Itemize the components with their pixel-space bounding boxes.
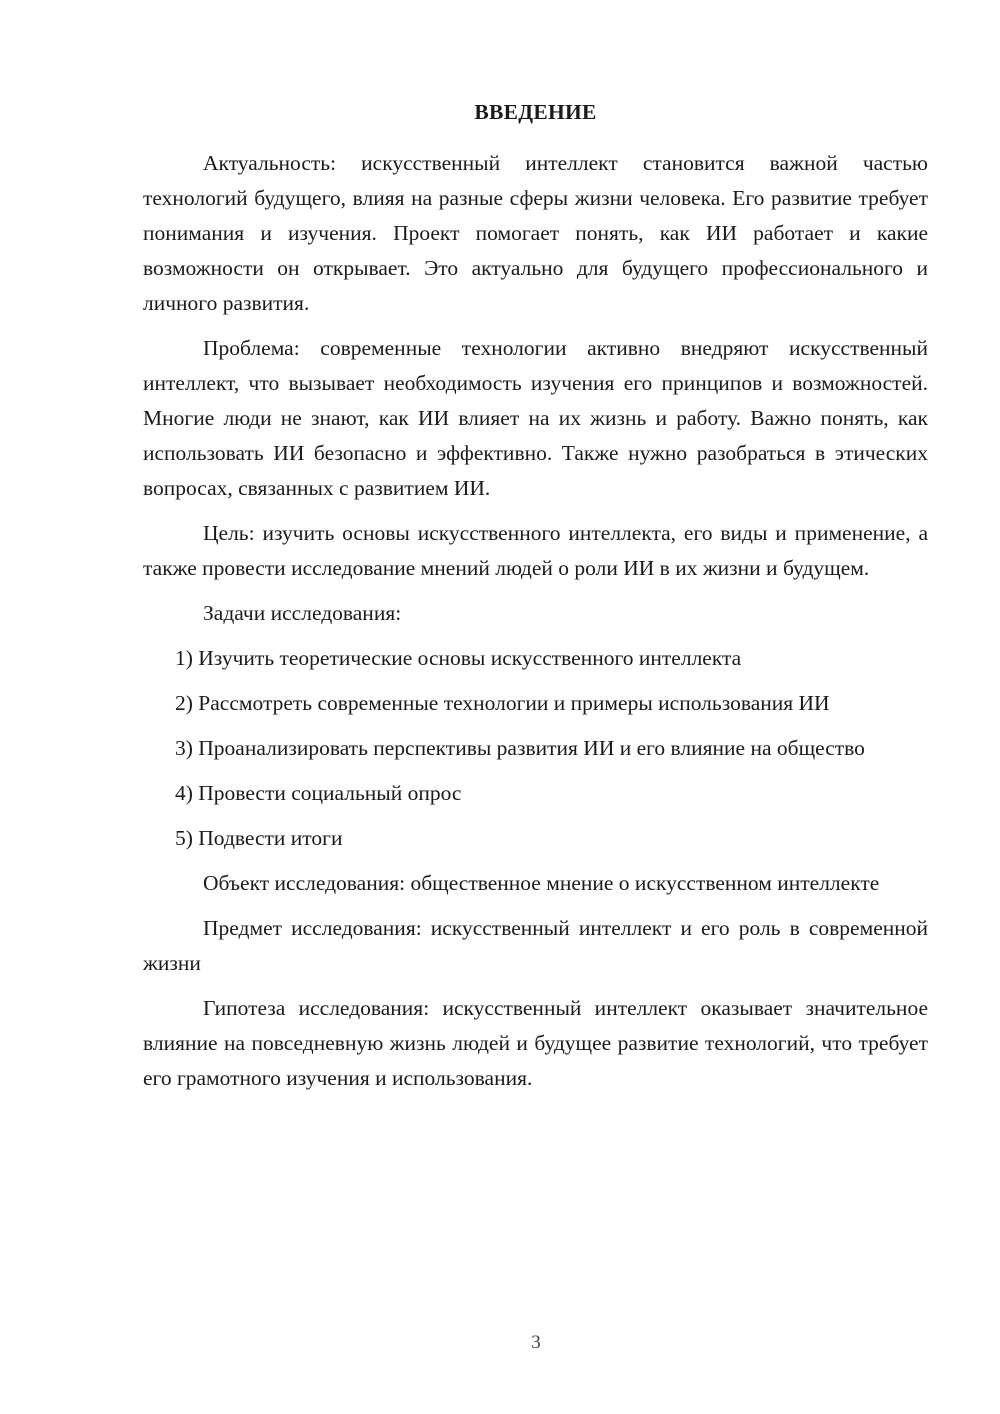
paragraph-goal: Цель: изучить основы искусственного интеллекта, его виды и применение, а также провести исследование мнений людей о роли ИИ в их жизни и будущем. (143, 521, 928, 580)
paragraph-problem: Проблема: современные технологии активно внедряют искусственный интеллект, что вызывает необходимость изучения его принципов и возможностей. Многие люди не знают, как ИИ влияет на их жизнь и работу. Важно понять, как использовать ИИ безопасно и эффективно. Также нужно разобраться в этических вопросах, связанных с развитием ИИ. (143, 336, 928, 500)
task-item-4: 4) Провести социальный опрос (175, 781, 462, 805)
paragraph-hypothesis: Гипотеза исследования: искусственный интеллект оказывает значительное влияние на повседневную жизнь людей и будущее развитие технологий, что требует его грамотного изучения и использования. (143, 996, 928, 1090)
task-item-3: 3) Проанализировать перспективы развития ИИ и его влияние на общество (175, 736, 865, 760)
task-item-2: 2) Рассмотреть современные технологии и примеры использования ИИ (175, 691, 830, 715)
task-item-1: 1) Изучить теоретические основы искусственного интеллекта (175, 646, 742, 670)
paragraph-object: Объект исследования: общественное мнение о искусственном интеллекте (203, 871, 880, 895)
paragraph-subject: Предмет исследования: искусственный интеллект и его роль в современной жизни (143, 916, 928, 975)
page-content (143, 95, 928, 1106)
section-title: ВВЕДЕНИЕ (474, 100, 597, 124)
task-item-5: 5) Подвести итоги (175, 826, 343, 850)
page-number: 3 (531, 1332, 541, 1353)
paragraph-tasks-heading: Задачи исследования: (203, 601, 402, 625)
paragraph-relevance: Актуальность: искусственный интеллект становится важной частью технологий будущего, влияя на разные сферы жизни человека. Его развитие требует понимания и изучения. Проект помогает понять, как ИИ работает и какие возможности он открывает. Это актуально для будущего профессионального и личного развития. (143, 151, 928, 315)
